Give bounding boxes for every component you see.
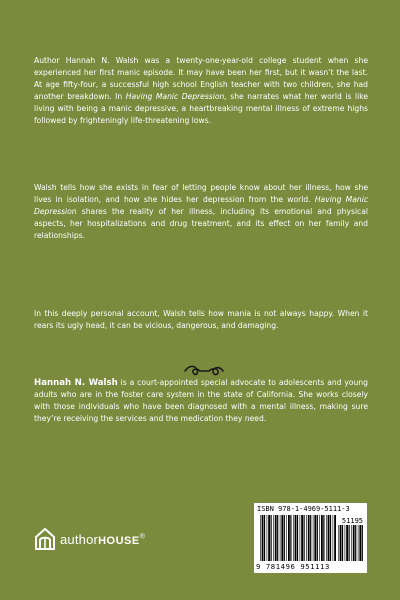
description-paragraph-1 <box>34 55 368 128</box>
barcode-bar <box>321 515 323 561</box>
barcode-bar <box>317 515 318 561</box>
barcode-bar <box>271 515 272 561</box>
barcode-bar <box>328 515 330 561</box>
barcode-bar <box>260 515 261 561</box>
barcode-bar <box>304 515 305 561</box>
flourish-ornament-icon <box>183 359 225 379</box>
barcode-bar <box>262 515 264 561</box>
barcode-bar <box>333 515 334 561</box>
barcode-bar <box>288 515 290 561</box>
barcode-bar <box>297 515 298 561</box>
barcode-bar <box>267 515 268 561</box>
barcode-bar <box>340 525 342 561</box>
barcode-bar <box>301 515 303 561</box>
price-code: 51195 <box>341 517 363 525</box>
description-text: shares the reality of her illness, including its emotional and physical aspects, her hospitalizations and drug treatment, and its effect on her family and relationships. <box>34 207 368 241</box>
barcode-bar <box>290 515 291 561</box>
author-bio-text: is a court-appointed special advocate to adolescents and young adults who are in the foster care system in the state of California. She works closely with those individuals who have been diagnosed with a mental illness, making sure they’re receiving the services and the medication they need. <box>34 378 368 424</box>
barcode-bar <box>300 515 301 561</box>
barcode-bar <box>323 515 324 561</box>
barcode-bar <box>359 525 361 561</box>
barcode-bar <box>330 515 331 561</box>
publisher-logo <box>34 526 145 552</box>
barcode-bar <box>264 515 265 561</box>
barcode-bar <box>306 515 307 561</box>
barcode-bar <box>349 525 350 561</box>
barcode-bar <box>358 525 359 561</box>
barcode-bar <box>308 515 310 561</box>
barcode-bar <box>345 525 346 561</box>
barcode-bar <box>295 515 297 561</box>
description-text: she narrates what her world is like living with being a manic depressive, a heartbreaking mental illness of extreme highs followed by frighteningly life-threatening lows. <box>34 92 368 126</box>
barcode-bar <box>338 525 339 561</box>
barcode-bar <box>346 525 348 561</box>
barcode-bar <box>319 515 320 561</box>
barcode-bar <box>334 515 336 561</box>
author-name: Hannah N. Walsh <box>34 378 118 388</box>
barcode-bar <box>273 515 274 561</box>
book-title-italic: Having Manic Depression <box>34 195 368 217</box>
publisher-name <box>60 532 145 547</box>
authorhouse-house-icon <box>34 527 56 551</box>
isbn-text: ISBN 978-1-4969-5111-3 <box>257 505 350 513</box>
isbn-barcode <box>254 503 367 573</box>
author-bio <box>34 377 368 425</box>
barcode-bar <box>286 515 287 561</box>
barcode-bar <box>351 525 352 561</box>
barcode-bar <box>284 515 285 561</box>
publisher-name-part2: HOUSE <box>98 534 140 547</box>
barcode-bar <box>342 525 343 561</box>
ean-digits: 9 781496 951113 <box>256 562 330 571</box>
description-text: Walsh tells how she exists in fear of letting people know about her illness, how she lives in isolation, and how she hides her depression from the world. <box>34 183 368 205</box>
barcode-bar <box>362 525 363 561</box>
barcode-bars <box>260 515 336 561</box>
barcode-bar <box>313 515 314 561</box>
barcode-bar <box>280 515 281 561</box>
barcode-bar <box>353 525 355 561</box>
book-title-italic: Having Manic Depression, <box>125 92 227 102</box>
description-paragraph-3: In this deeply personal account, Walsh tells how mania is not always happy. When it rears its ugly head, it can be vicious, dangerous, and damaging. <box>34 309 368 331</box>
barcode-bar <box>281 515 283 561</box>
barcode-bar <box>314 515 316 561</box>
publisher-name-part1: author <box>60 531 99 547</box>
description-paragraph-2 <box>34 182 368 242</box>
barcode-bar <box>268 515 270 561</box>
barcode-bar <box>326 515 327 561</box>
barcode-bar <box>355 525 356 561</box>
barcode-bar <box>275 515 277 561</box>
barcode-bar <box>293 515 294 561</box>
barcode-bar <box>277 515 278 561</box>
description-text: Author Hannah N. Walsh was a twenty-one-year-old college student when she experienced her first manic episode. It may have been her first, but it wasn’t the last. At age fifty-four, a successful high school English teacher with two children, she had another breakdown. In <box>34 56 368 102</box>
barcode-addon-bars <box>338 525 363 561</box>
trademark-symbol: ® <box>139 533 146 541</box>
barcode-bar <box>310 515 311 561</box>
